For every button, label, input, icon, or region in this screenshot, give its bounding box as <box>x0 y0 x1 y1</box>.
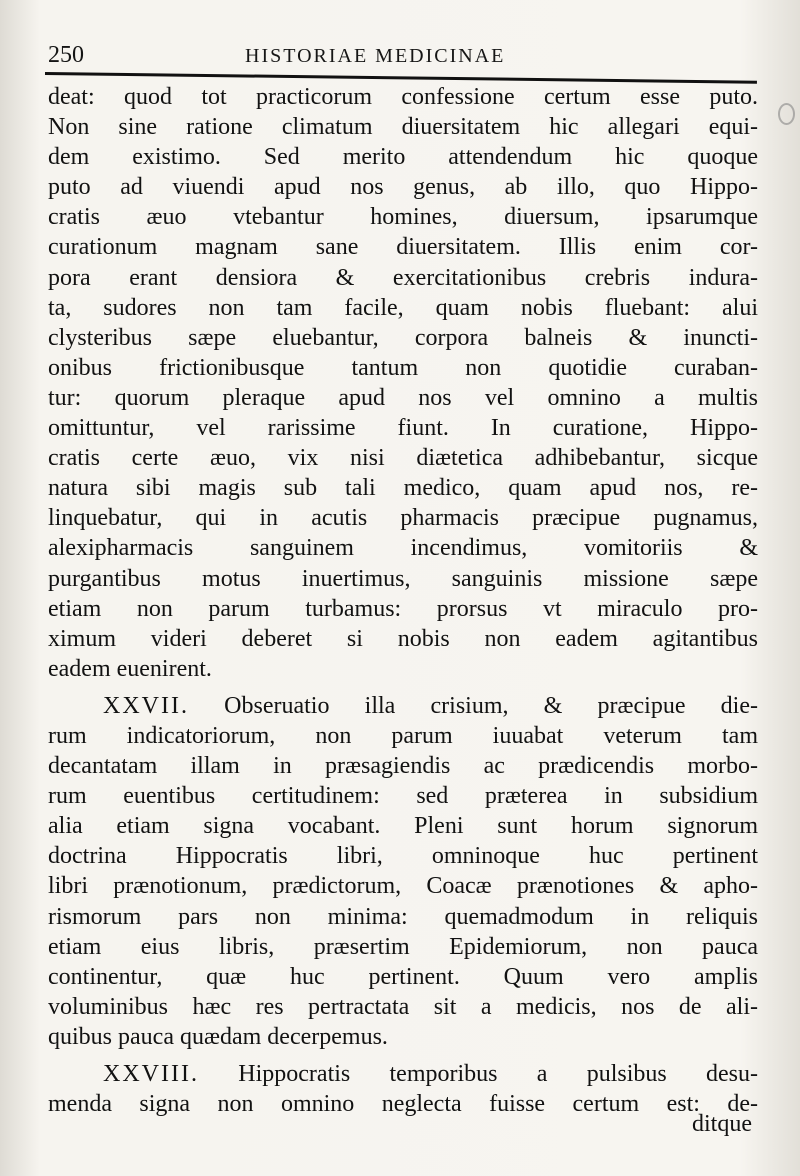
text-line: decantatam illam in præsagiendis ac prædicendis morbo- <box>48 753 758 780</box>
text-line: etiam non parum turbamus: prorsus vt miraculo pro- <box>48 595 758 622</box>
text-line: eadem euenirent. <box>48 655 212 682</box>
text-line: ta, sudores non tam facile, quam nobis fluebant: alui <box>48 294 758 321</box>
section-heading-line <box>48 691 758 721</box>
text-line: rismorum pars non minima: quemadmodum in reliquis <box>48 903 758 930</box>
text-line: rum indicatoriorum, non parum iuuabat veterum tam <box>48 722 758 749</box>
text-line: linquebatur, qui in acutis pharmacis præcipue pugnamus, <box>48 505 758 532</box>
running-title: HISTORIAE MEDICINAE <box>245 45 506 67</box>
section-heading-line <box>48 1059 758 1089</box>
text-line: menda signa non omnino neglecta fuisse certum est: de- <box>48 1091 758 1118</box>
section-number: XXVII. <box>103 692 189 719</box>
text-line: voluminibus hæc res pertractata sit a medicis, nos de ali- <box>48 993 758 1020</box>
section-first-line: Obseruatio illa crisium, & præcipue die- <box>224 692 758 719</box>
page-header <box>48 40 758 74</box>
text-line: omittuntur, vel rarissime fiunt. In curatione, Hippo- <box>48 415 758 442</box>
text-line: pora erant densiora & exercitationibus crebris indura- <box>48 264 758 291</box>
section-gap <box>48 684 758 691</box>
text-line: ximum videri deberet si nobis non eadem agitantibus <box>48 625 758 652</box>
text-line: continentur, quæ huc pertinent. Quum vero amplis <box>48 963 758 990</box>
text-line: purgantibus motus inuertimus, sanguinis missione sæpe <box>48 565 758 592</box>
text-line: libri prænotionum, prædictorum, Coacæ prænotiones & apho- <box>48 873 758 900</box>
text-line: etiam eius libris, præsertim Epidemiorum, non pauca <box>48 933 758 960</box>
section-gap <box>48 1052 758 1059</box>
text-line: tur: quorum pleraque apud nos vel omnino a multis <box>48 384 758 411</box>
text-line: deat: quod tot practicorum confessione certum esse puto. <box>48 84 758 110</box>
catchword: ditque <box>692 1111 752 1137</box>
text-line: dem existimo. Sed merito attendendum hic quoque <box>48 144 758 171</box>
main-text <box>48 82 758 1119</box>
margin-ink-mark <box>778 103 795 125</box>
text-line: cratis æuo vtebantur homines, diuersum, ipsarumque <box>48 204 758 231</box>
section-first-line: Hippocratis temporibus a pulsibus desu- <box>238 1061 758 1087</box>
text-line: cratis certe æuo, vix nisi diætetica adhibebantur, sicque <box>48 445 758 472</box>
text-line: alexipharmacis sanguinem incendimus, vomitoriis & <box>48 535 758 562</box>
text-line: quibus pauca quædam decerpemus. <box>48 1023 388 1050</box>
text-line: rum euentibus certitudinem: sed præterea in subsidium <box>48 783 758 810</box>
text-line: doctrina Hippocratis libri, omninoque huc pertinent <box>48 843 758 870</box>
text-line: clysteribus sæpe eluebantur, corpora balneis & inuncti- <box>48 324 758 351</box>
text-line: Non sine ratione climatum diuersitatem hic allegari equi- <box>48 114 758 141</box>
text-line: puto ad viuendi apud nos genus, ab illo, quo Hippo- <box>48 174 758 201</box>
text-line: alia etiam signa vocabant. Pleni sunt horum signorum <box>48 813 758 840</box>
page-number: 250 <box>48 42 84 68</box>
text-line: curationum magnam sane diuersitatem. Illis enim cor- <box>48 234 758 261</box>
text-line: onibus frictionibusque tantum non quotidie curaban- <box>48 354 758 381</box>
text-line: natura sibi magis sub tali medico, quam apud nos, re- <box>48 475 758 502</box>
section-number: XXVIII. <box>103 1061 199 1087</box>
